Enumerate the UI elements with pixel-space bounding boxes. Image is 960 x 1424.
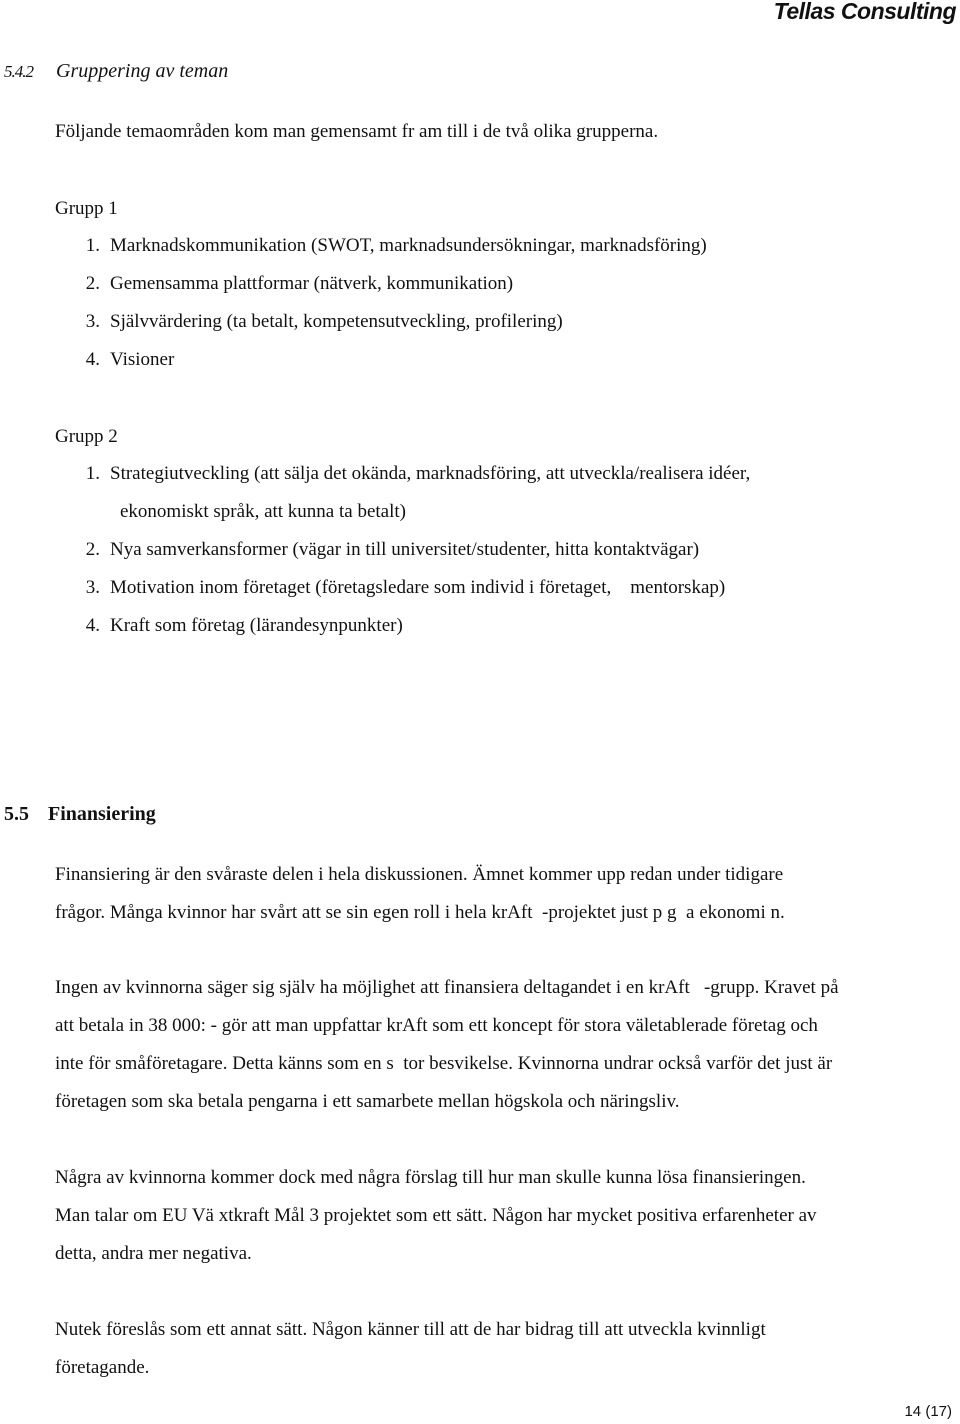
list-number: 1. <box>85 235 100 256</box>
list-item <box>78 539 699 561</box>
list-number: 4. <box>85 349 100 370</box>
list-text: Nya samverkansformer (vägar in till universitet/studenter, hitta kontaktvägar) <box>110 539 700 560</box>
list-text: Strategiutveckling (att sälja det okända, marknadsföring, att utveckla/realisera idéer, <box>110 463 751 484</box>
paragraph-line: att betala in 38 000: - gör att man uppfattar krAft som ett koncept för stora väletablerade företag och <box>55 1015 818 1036</box>
paragraph-line: företagen som ska betala pengarna i ett samarbete mellan högskola och näringsliv. <box>55 1091 680 1112</box>
company-header: Tellas Consulting <box>773 0 956 24</box>
paragraph-line: inte för småföretagare. Detta känns som en s tor besvikelse. Kvinnorna undrar också varför det just är <box>55 1053 833 1074</box>
list-item <box>78 349 174 371</box>
paragraph-line: Nutek föreslås som ett annat sätt. Någon känner till att de har bidrag till att utveckla kvinnligt <box>55 1319 766 1340</box>
paragraph-line: Några av kvinnorna kommer dock med några förslag till hur man skulle kunna lösa finansieringen. <box>55 1167 806 1188</box>
group1-title: Grupp 1 <box>55 198 118 219</box>
list-number: 2. <box>85 273 100 294</box>
list-text: Kraft som företag (lärandesynpunkter) <box>110 615 403 636</box>
list-number: 3. <box>85 577 100 598</box>
list-item <box>78 311 563 333</box>
paragraph-line: företagande. <box>55 1357 150 1378</box>
list-number: 4. <box>85 615 100 636</box>
list-item-continuation: ekonomiskt språk, att kunna ta betalt) <box>120 501 406 522</box>
intro-paragraph: Följande temaområden kom man gemensamt fr am till i de två olika grupperna. <box>55 121 659 142</box>
list-text: Självvärdering (ta betalt, kompetensutveckling, profilering) <box>110 311 563 332</box>
list-number: 2. <box>85 539 100 560</box>
page-number: 14 (17) <box>904 1403 952 1420</box>
paragraph-line: Ingen av kvinnorna säger sig själv ha möjlighet att finansiera deltagandet i en krAft -grupp. Kravet på <box>55 977 839 998</box>
paragraph-line: Finansiering är den svåraste delen i hela diskussionen. Ämnet kommer upp redan under tidigare <box>55 864 784 885</box>
list-text: Visioner <box>110 349 175 370</box>
list-item <box>78 615 403 637</box>
group2-title: Grupp 2 <box>55 426 118 447</box>
section-title: Gruppering av teman <box>56 60 229 82</box>
section-55-heading <box>4 803 156 826</box>
section-542-heading <box>4 60 228 83</box>
list-item <box>78 577 725 599</box>
list-number: 3. <box>85 311 100 332</box>
list-text: Gemensamma plattformar (nätverk, kommunikation) <box>110 273 514 294</box>
section-number: 5.4.2 <box>4 62 33 81</box>
list-text: Motivation inom företaget (företagsledare som individ i företaget, mentorskap) <box>110 577 726 598</box>
list-item <box>78 235 707 257</box>
paragraph-line: detta, andra mer negativa. <box>55 1243 252 1264</box>
list-item <box>78 273 513 295</box>
section-number: 5.5 <box>4 803 29 825</box>
paragraph-line: frågor. Många kvinnor har svårt att se sin egen roll i hela krAft -projektet just p g a ekonomi n. <box>55 902 785 923</box>
list-item <box>78 463 750 485</box>
paragraph-line: Man talar om EU Vä xtkraft Mål 3 projektet som ett sätt. Någon har mycket positiva erfarenheter av <box>55 1205 817 1226</box>
list-text: Marknadskommunikation (SWOT, marknadsundersökningar, marknadsföring) <box>110 235 707 256</box>
section-title: Finansiering <box>48 803 156 825</box>
list-number: 1. <box>85 463 100 484</box>
